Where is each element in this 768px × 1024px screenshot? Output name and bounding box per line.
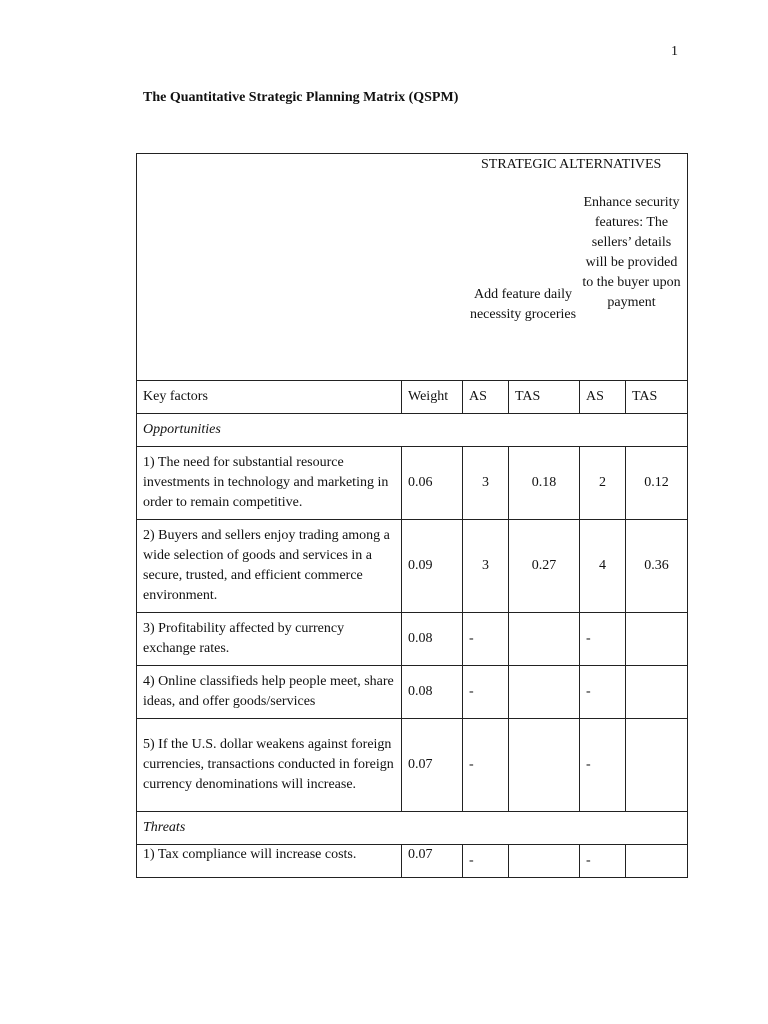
strategic-alternatives-header-row — [137, 154, 688, 381]
as-2-cell: 4 — [580, 520, 626, 613]
strategic-alternatives-title: STRATEGIC ALTERNATIVES — [481, 157, 662, 172]
alternative-2-label: Enhance security features: The sellers’ details will be provided to the buyer upon payment — [582, 195, 681, 310]
weight-cell: 0.08 — [402, 666, 463, 719]
tas-1-cell — [509, 845, 580, 878]
weight-cell: 0.09 — [402, 520, 463, 613]
column-key-factors: Key factors — [137, 381, 402, 414]
table-row — [137, 520, 688, 613]
as-2-cell: 2 — [580, 447, 626, 520]
tas-2-cell: 0.12 — [626, 447, 688, 520]
qspm-table — [136, 153, 688, 878]
factor-cell: 1) The need for substantial resource investments in technology and marketing in order to remain competitive. — [137, 447, 402, 520]
tas-1-cell: 0.27 — [509, 520, 580, 613]
as-1-cell: 3 — [463, 447, 509, 520]
factor-cell: 1) Tax compliance will increase costs. — [137, 845, 402, 878]
as-1-cell: - — [463, 845, 509, 878]
tas-1-cell — [509, 719, 580, 812]
tas-2-cell — [626, 613, 688, 666]
tas-2-cell — [626, 666, 688, 719]
as-2-cell: - — [580, 719, 626, 812]
tas-2-cell — [626, 845, 688, 878]
alternative-1-label: Add feature daily necessity groceries — [469, 287, 577, 322]
section-row-threats — [137, 812, 688, 845]
factor-cell: 3) Profitability affected by currency exchange rates. — [137, 613, 402, 666]
table-row — [137, 666, 688, 719]
column-tas-1: TAS — [509, 381, 580, 414]
as-2-cell: - — [580, 666, 626, 719]
table-row — [137, 845, 688, 878]
weight-cell: 0.07 — [402, 719, 463, 812]
as-2-cell: - — [580, 613, 626, 666]
section-row-opportunities — [137, 414, 688, 447]
table-row — [137, 447, 688, 520]
factor-cell: 5) If the U.S. dollar weakens against foreign currencies, transactions conducted in foreign currency denominations will increase. — [137, 719, 402, 812]
column-weight: Weight — [402, 381, 463, 414]
weight-cell: 0.06 — [402, 447, 463, 520]
page-number: 1 — [671, 44, 678, 59]
table-row — [137, 719, 688, 812]
column-as-1: AS — [463, 381, 509, 414]
factor-cell: 4) Online classifieds help people meet, share ideas, and offer goods/services — [137, 666, 402, 719]
tas-1-cell: 0.18 — [509, 447, 580, 520]
tas-2-cell — [626, 719, 688, 812]
weight-cell: 0.08 — [402, 613, 463, 666]
section-label: Opportunities — [137, 414, 688, 447]
header-cell — [137, 154, 688, 381]
column-as-2: AS — [580, 381, 626, 414]
as-1-cell: 3 — [463, 520, 509, 613]
weight-cell: 0.07 — [402, 845, 463, 878]
factor-cell: 2) Buyers and sellers enjoy trading among a wide selection of goods and services in a secure, trusted, and efficient commerce environment. — [137, 520, 402, 613]
as-1-cell: - — [463, 719, 509, 812]
document-title: The Quantitative Strategic Planning Matrix (QSPM) — [143, 90, 459, 105]
section-label: Threats — [137, 812, 688, 845]
table-row — [137, 613, 688, 666]
as-2-cell: - — [580, 845, 626, 878]
tas-1-cell — [509, 613, 580, 666]
column-header-row — [137, 381, 688, 414]
as-1-cell: - — [463, 613, 509, 666]
tas-2-cell: 0.36 — [626, 520, 688, 613]
tas-1-cell — [509, 666, 580, 719]
as-1-cell: - — [463, 666, 509, 719]
column-tas-2: TAS — [626, 381, 688, 414]
